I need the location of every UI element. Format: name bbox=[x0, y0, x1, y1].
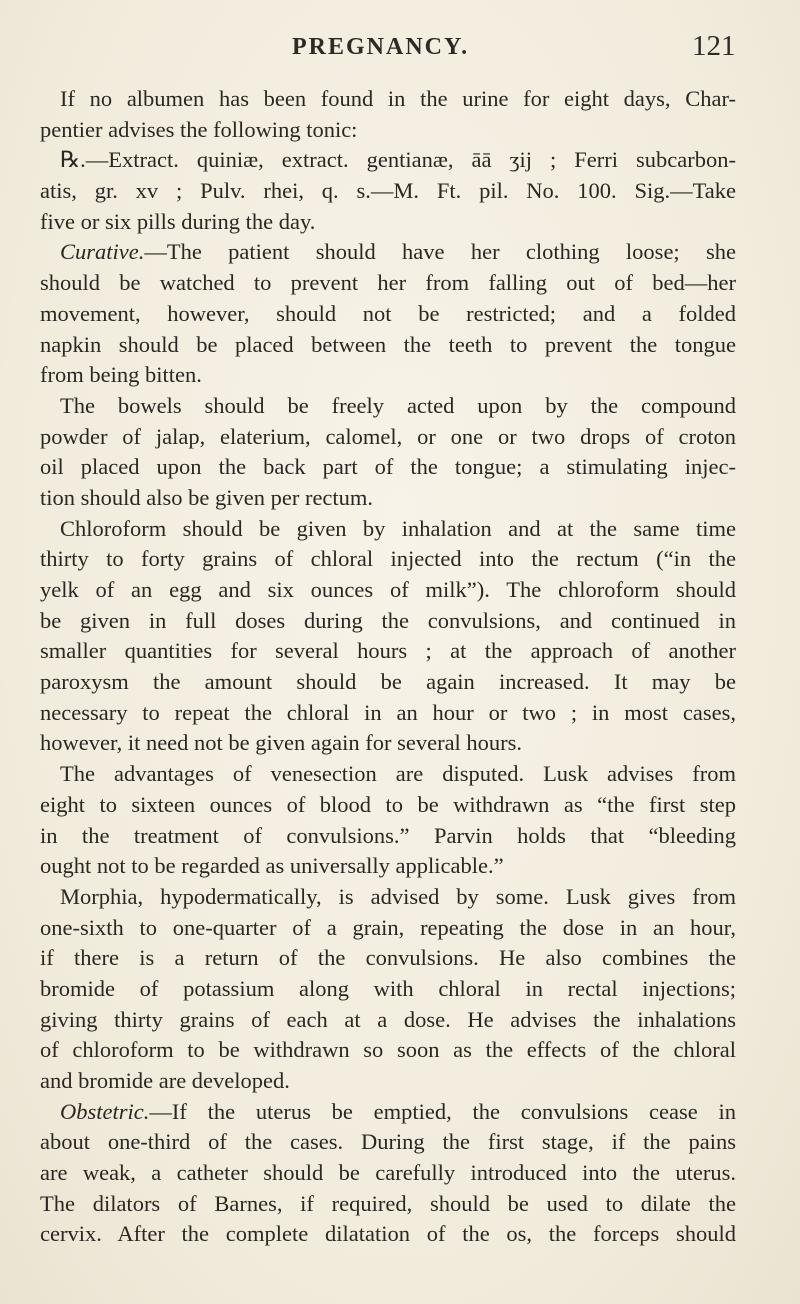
text-segment: however, it need not be given again for several hours. bbox=[40, 730, 523, 756]
text-line bbox=[40, 176, 736, 207]
text-line bbox=[40, 698, 736, 729]
text-segment: thirty to forty grains of chloral injected into the rectum (“in the bbox=[40, 546, 736, 572]
text-line bbox=[40, 84, 736, 115]
text-segment: —If the uterus be emptied, the convulsions cease in bbox=[149, 1098, 736, 1124]
text-line bbox=[40, 145, 736, 176]
text-segment: and bromide are developed. bbox=[40, 1068, 290, 1093]
text-line bbox=[40, 1097, 736, 1128]
text-line bbox=[40, 483, 736, 514]
text-segment: ought not to be regarded as universally applicable.” bbox=[40, 853, 504, 879]
text-line bbox=[40, 422, 736, 453]
text-line bbox=[40, 759, 736, 790]
text-line bbox=[40, 391, 736, 422]
text-line bbox=[40, 851, 736, 882]
text-segment: paroxysm the amount should be again increased. It may be bbox=[40, 669, 736, 695]
text-segment: atis, gr. xv ; Pulv. rhei, q. s.—M. Ft. pil. No. 100. Sig.—Take bbox=[40, 178, 736, 204]
text-segment: in the treatment of convulsions.” Parvin holds that “bleeding bbox=[40, 822, 736, 848]
text-line bbox=[40, 667, 736, 698]
text-segment: be given in full doses during the convulsions, and continued in bbox=[40, 607, 736, 633]
text-segment: about one-third of the cases. During the first stage, if the pains bbox=[40, 1129, 736, 1155]
text-segment: movement, however, should not be restricted; and a folded bbox=[40, 300, 736, 326]
text-line bbox=[40, 728, 736, 759]
text-line bbox=[40, 1189, 736, 1220]
text-segment: oil placed upon the back part of the tongue; a stimulating injec- bbox=[40, 454, 736, 480]
text-segment: The advantages of venesection are disputed. Lusk advises from bbox=[60, 761, 736, 787]
text-segment: are weak, a catheter should be carefully introduced into the uterus. bbox=[40, 1160, 736, 1186]
text-segment: cervix. After the complete dilatation of the os, the forceps should bbox=[40, 1221, 736, 1247]
text-line bbox=[40, 1219, 736, 1250]
section-heading: Obstetric. bbox=[60, 1098, 150, 1124]
text-segment: from being bitten. bbox=[40, 362, 202, 388]
text-segment: of chloroform to be withdrawn so soon as the effects of the chloral bbox=[40, 1037, 736, 1063]
text-line bbox=[40, 207, 736, 238]
text-line bbox=[40, 882, 736, 913]
text-line bbox=[40, 606, 736, 637]
text-segment: necessary to repeat the chloral in an hour or two ; in most cases, bbox=[40, 699, 736, 725]
section-heading: Curative. bbox=[60, 239, 145, 265]
text-line bbox=[40, 514, 736, 545]
text-line bbox=[40, 974, 736, 1005]
text-line bbox=[40, 360, 736, 391]
text-segment: five or six pills during the day. bbox=[40, 208, 316, 234]
text-line bbox=[40, 237, 736, 268]
text-segment: Morphia, hypodermatically, is advised by some. Lusk gives from bbox=[60, 883, 736, 909]
text-line bbox=[40, 575, 736, 606]
text-segment: smaller quantities for several hours ; at the approach of another bbox=[40, 638, 736, 664]
body-text bbox=[40, 84, 736, 1250]
text-segment: The bowels should be freely acted upon by the compound bbox=[60, 392, 736, 418]
text-segment: yelk of an egg and six ounces of milk”). The chloroform should bbox=[40, 577, 736, 602]
text-line bbox=[40, 299, 736, 330]
page-number: 121 bbox=[692, 30, 736, 62]
text-line bbox=[40, 790, 736, 821]
text-segment: Chloroform should be given by inhalation and at the same time bbox=[60, 515, 736, 541]
text-line bbox=[40, 913, 736, 944]
text-line bbox=[40, 452, 736, 483]
text-segment: If no albumen has been found in the urine for eight days, Char- bbox=[60, 86, 736, 111]
text-segment: napkin should be placed between the teeth to prevent the tongue bbox=[40, 331, 736, 357]
text-segment: pentier advises the following tonic: bbox=[40, 116, 358, 142]
text-line bbox=[40, 1127, 736, 1158]
text-segment: ℞.—Extract. quiniæ, extract. gentianæ, āā ʒij ; Ferri subcarbon- bbox=[60, 147, 736, 173]
text-line bbox=[40, 821, 736, 852]
text-line bbox=[40, 268, 736, 299]
text-line bbox=[40, 115, 736, 146]
text-line bbox=[40, 943, 736, 974]
text-segment: —The patient should have her clothing loose; she bbox=[144, 239, 736, 265]
text-segment: bromide of potassium along with chloral in rectal injections; bbox=[40, 975, 736, 1001]
text-segment: eight to sixteen ounces of blood to be withdrawn as “the first step bbox=[40, 791, 736, 817]
text-segment: giving thirty grains of each at a dose. He advises the inhalations bbox=[40, 1006, 736, 1032]
text-segment: powder of jalap, elaterium, calomel, or one or two drops of croton bbox=[40, 423, 736, 449]
text-line bbox=[40, 330, 736, 361]
text-line bbox=[40, 1158, 736, 1189]
text-line bbox=[40, 636, 736, 667]
text-segment: if there is a return of the convulsions. He also combines the bbox=[40, 945, 736, 971]
running-title: PREGNANCY. bbox=[292, 34, 470, 60]
text-segment: tion should also be given per rectum. bbox=[40, 484, 374, 510]
text-line bbox=[40, 1066, 736, 1097]
text-segment: one-sixth to one-quarter of a grain, repeating the dose in an hour, bbox=[40, 914, 736, 940]
text-segment: The dilators of Barnes, if required, should be used to dilate the bbox=[40, 1190, 736, 1216]
text-line bbox=[40, 1035, 736, 1066]
text-segment: should be watched to prevent her from falling out of bed—her bbox=[40, 270, 736, 296]
text-line bbox=[40, 544, 736, 575]
text-line bbox=[40, 1005, 736, 1036]
